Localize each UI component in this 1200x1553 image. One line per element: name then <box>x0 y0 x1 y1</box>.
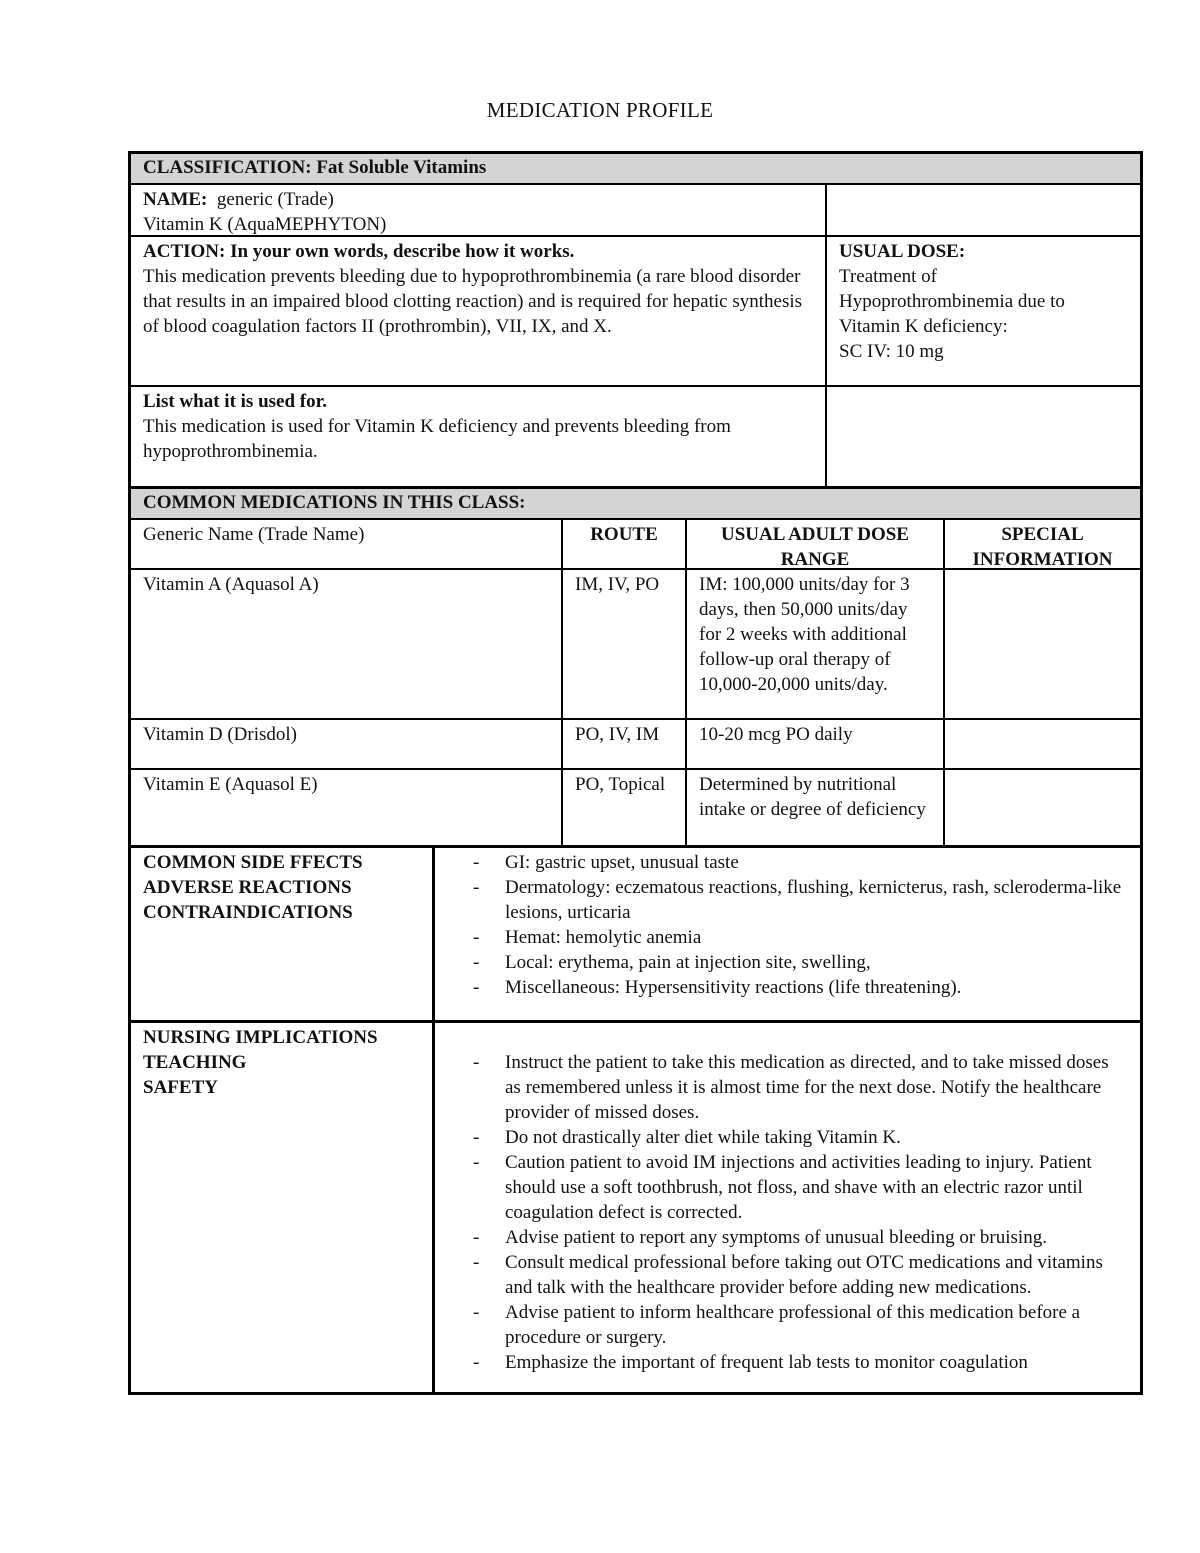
side-effects-labels <box>131 848 433 1020</box>
name-row <box>131 183 1140 235</box>
name-hint: generic (Trade) <box>216 189 334 210</box>
list-item: - Local: erythema, pain at injection site, swelling, <box>435 950 1128 975</box>
med-route: PO, Topical <box>561 770 685 845</box>
side-effects-row <box>131 845 1140 1020</box>
list-item: - Do not drastically alter diet while taking Vitamin K. <box>435 1125 1124 1150</box>
name-value: Vitamin K (AquaMEPHYTON) <box>143 214 387 235</box>
med-special <box>943 570 1140 718</box>
action-label: ACTION: In your own words, describe how it works. <box>143 241 575 262</box>
classification-label: CLASSIFICATION: Fat Soluble Vitamins <box>131 154 1140 183</box>
action-row <box>131 235 1140 385</box>
nursing-implications-label: NURSING IMPLICATIONS <box>143 1027 378 1048</box>
list-item: - Advise patient to inform healthcare professional of this medication before a procedure or surgery. <box>435 1300 1124 1350</box>
adverse-reactions-label: ADVERSE REACTIONS <box>143 877 352 898</box>
usual-dose-line: SC IV: 10 mg <box>839 341 944 362</box>
med-route: PO, IV, IM <box>561 720 685 768</box>
med-dose: 10-20 mcg PO daily <box>685 720 943 768</box>
list-item: - Advise patient to report any symptoms of unusual bleeding or bruising. <box>435 1225 1124 1250</box>
table-row <box>131 768 1140 845</box>
meds-header-row <box>131 518 1140 568</box>
med-dose: Determined by nutritional intake or degree of deficiency <box>685 770 943 845</box>
list-item: - Emphasize the important of frequent lab tests to monitor coagulation <box>435 1350 1124 1375</box>
common-meds-heading: COMMON MEDICATIONS IN THIS CLASS: <box>131 489 1140 518</box>
table-row <box>131 718 1140 768</box>
name-empty-cell <box>825 185 1140 235</box>
uses-cell <box>131 387 825 486</box>
med-name: Vitamin A (Aquasol A) <box>143 574 319 595</box>
list-item: - Dermatology: eczematous reactions, flushing, kernicterus, rash, scleroderma-like lesions, urticaria <box>435 875 1128 925</box>
nursing-list-cell <box>433 1023 1140 1392</box>
side-effects-label: COMMON SIDE FFECTS <box>143 852 363 873</box>
side-effects-list <box>435 850 1128 1000</box>
side-effects-list-cell <box>433 848 1140 1020</box>
nursing-row <box>131 1020 1140 1392</box>
uses-text: This medication is used for Vitamin K deficiency and prevents bleeding from hypoprothrombinemia. <box>143 416 731 462</box>
med-name: Vitamin E (Aquasol E) <box>143 774 318 795</box>
usual-dose-line: Hypoprothrombinemia due to <box>839 291 1065 312</box>
name-cell <box>131 185 825 235</box>
name-label: NAME: <box>143 189 208 210</box>
contraindications-label: CONTRAINDICATIONS <box>143 902 353 923</box>
list-item: - Hemat: hemolytic anemia <box>435 925 1128 950</box>
uses-row <box>131 385 1140 486</box>
common-meds-heading-row <box>131 486 1140 518</box>
safety-label: SAFETY <box>143 1077 218 1098</box>
list-item: - Miscellaneous: Hypersensitivity reactions (life threatening). <box>435 975 1128 1000</box>
nursing-list <box>435 1050 1124 1375</box>
med-dose: IM: 100,000 units/day for 3 days, then 50,000 units/day for 2 weeks with additional follow-up oral therapy of 10,000-20,000 units/day. <box>685 570 943 718</box>
header-generic-name: Generic Name (Trade Name) <box>143 524 365 545</box>
header-route: ROUTE <box>561 520 685 568</box>
action-cell <box>131 237 825 385</box>
med-name: Vitamin D (Drisdol) <box>143 724 298 745</box>
list-item: - GI: gastric upset, unusual taste <box>435 850 1128 875</box>
nursing-labels <box>131 1023 433 1392</box>
header-special: SPECIAL INFORMATION <box>943 520 1140 568</box>
usual-dose-line: Treatment of <box>839 266 937 287</box>
table-row <box>131 568 1140 718</box>
list-item: - Instruct the patient to take this medication as directed, and to take missed doses as remembered unless it is almost time for the next dose. Notify the healthcare provider of missed doses. <box>435 1050 1124 1125</box>
page-title: MEDICATION PROFILE <box>486 98 714 122</box>
medication-profile-table <box>128 151 1143 1395</box>
list-item: - Caution patient to avoid IM injections and activities leading to injury. Patient should use a soft toothbrush, not floss, and shave with an electric razor until coagulation defect is corrected. <box>435 1150 1124 1225</box>
teaching-label: TEACHING <box>143 1052 247 1073</box>
header-dose: USUAL ADULT DOSE RANGE <box>685 520 943 568</box>
usual-dose-line: Vitamin K deficiency: <box>839 316 1008 337</box>
med-special <box>943 720 1140 768</box>
list-item: - Consult medical professional before taking out OTC medications and vitamins and talk with the healthcare provider before adding new medications. <box>435 1250 1124 1300</box>
uses-label: List what it is used for. <box>143 391 328 412</box>
classification-row <box>131 154 1140 183</box>
usual-dose-label: USUAL DOSE: <box>839 241 966 262</box>
med-route: IM, IV, PO <box>561 570 685 718</box>
usual-dose-cell <box>825 237 1140 385</box>
action-text: This medication prevents bleeding due to hypoprothrombinemia (a rare blood disorder that results in an impaired blood clotting reaction) and is required for hepatic synthesis of blood coagulation factors II (prothrombin), VII, IX, and X. <box>143 266 803 337</box>
med-special <box>943 770 1140 845</box>
uses-empty-cell <box>825 387 1140 486</box>
